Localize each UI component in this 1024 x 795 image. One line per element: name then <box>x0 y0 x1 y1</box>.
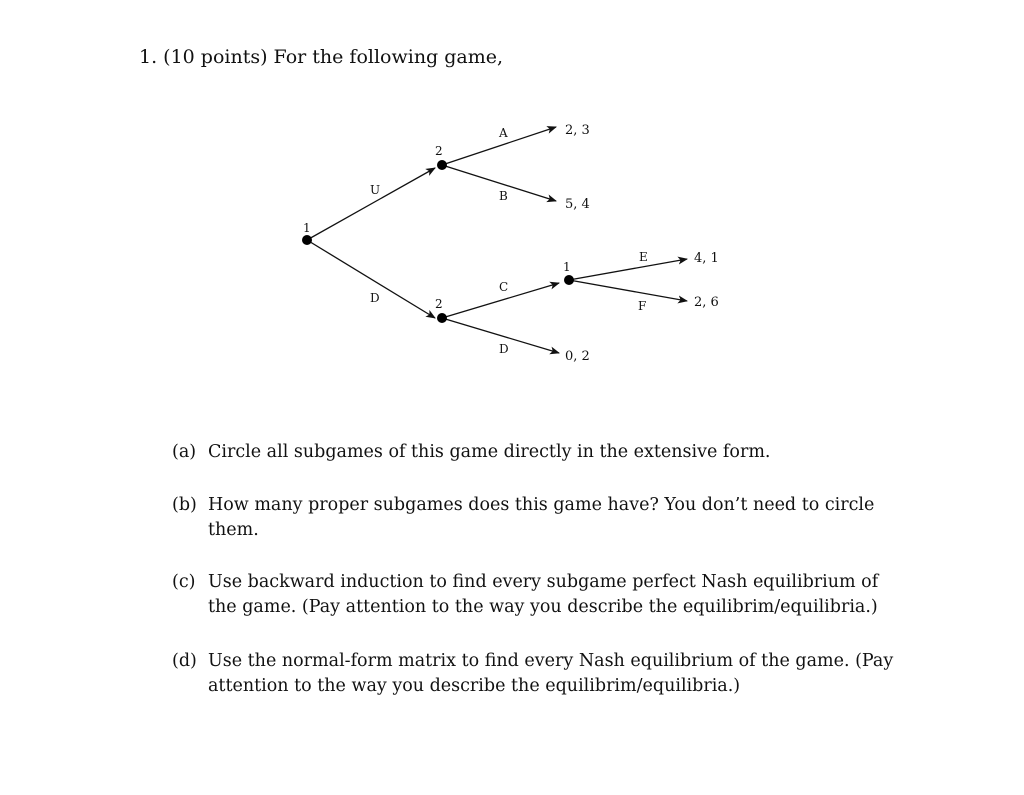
question-c <box>172 570 912 620</box>
action-label-C: C <box>499 280 509 294</box>
problem-heading: 1. (10 points) For the following game, <box>139 46 504 68</box>
upper-player-label: 2 <box>435 144 443 158</box>
action-label-D-lower: D <box>499 342 509 356</box>
question-a-text: Circle all subgames of this game directly in the extensive form. <box>208 442 771 462</box>
edge-E <box>569 259 687 280</box>
action-label-U: U <box>370 183 381 197</box>
action-label-B: B <box>499 189 508 203</box>
payoff-B: 5, 4 <box>565 197 590 212</box>
lower-player-label: 2 <box>435 297 443 311</box>
question-c-label: (c) <box>172 572 196 592</box>
question-d-text: Use the normal-form matrix to find every Nash equilibrium of the game. (Pay attention to the way you describe the equilibrim/equilibria.) <box>208 651 894 696</box>
action-label-A: A <box>499 126 508 140</box>
upper-node <box>437 160 447 170</box>
question-d <box>172 649 912 699</box>
question-a <box>172 440 912 465</box>
question-d-label: (d) <box>172 651 197 671</box>
question-c-text: Use backward induction to find every subgame perfect Nash equilibrium of the game. (Pay attention to the way you describe the equilibrim/equilibria.) <box>208 572 879 617</box>
action-label-F: F <box>638 299 647 313</box>
question-b-text: How many proper subgames does this game have? You don’t need to circle them. <box>208 495 875 540</box>
edge-U <box>307 168 435 240</box>
question-b <box>172 493 912 543</box>
lower-node <box>437 313 447 323</box>
edge-F <box>569 280 687 301</box>
payoff-D: 0, 2 <box>565 349 590 364</box>
action-label-E: E <box>639 250 648 264</box>
question-b-label: (b) <box>172 495 197 515</box>
inner-node <box>564 275 574 285</box>
payoff-E: 4, 1 <box>694 251 719 266</box>
root-node <box>302 235 312 245</box>
inner-player-label: 1 <box>563 260 571 274</box>
payoff-A: 2, 3 <box>565 123 590 138</box>
edge-D-root <box>307 240 435 318</box>
root-player-label: 1 <box>303 221 311 235</box>
action-label-D-root: D <box>370 291 380 305</box>
payoff-F: 2, 6 <box>694 295 719 310</box>
question-a-label: (a) <box>172 442 197 462</box>
